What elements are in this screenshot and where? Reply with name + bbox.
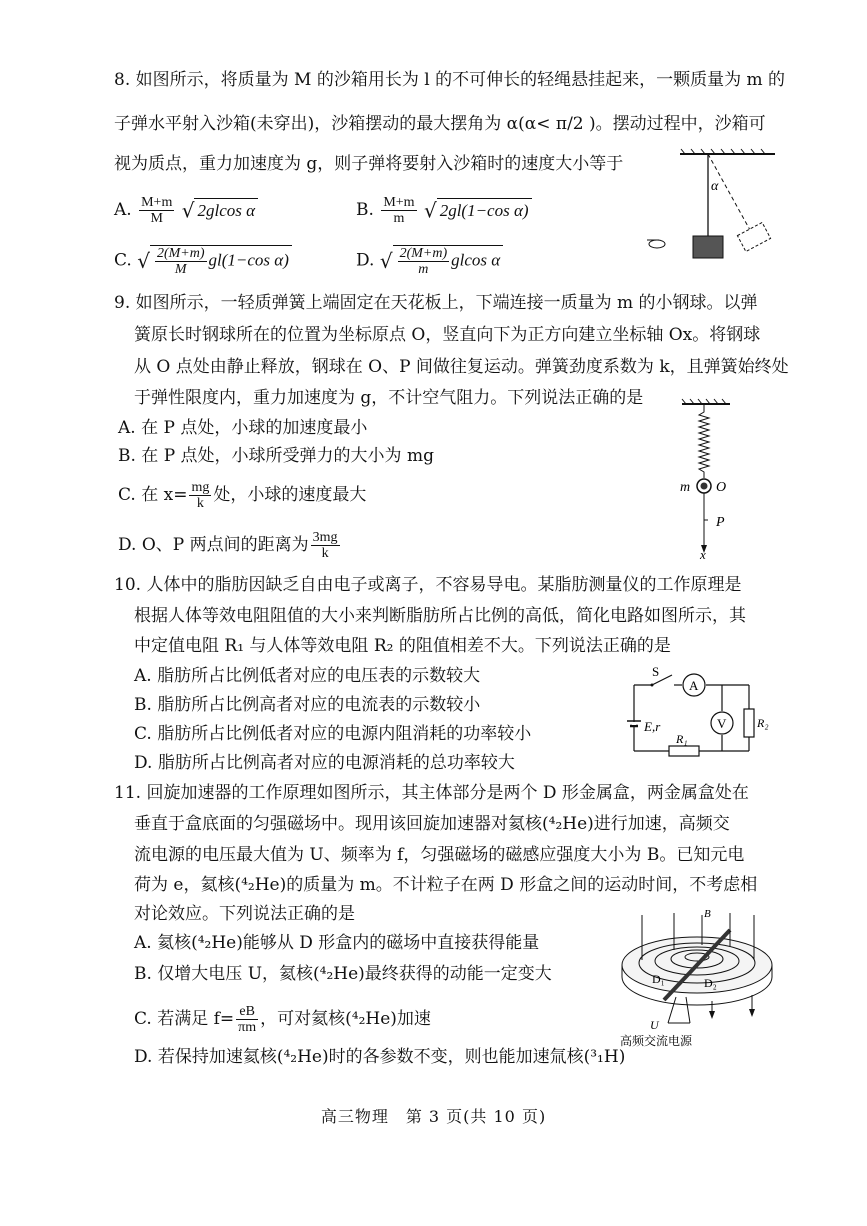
q8-option-d: D. √ $\frac{2(M+m)}{m}$ glcos α (356, 245, 503, 277)
q9-m-label: m (680, 480, 691, 495)
q8-option-d-label: D. (356, 250, 375, 271)
q10-option-c: C. 脂肪所占比例低者对应的电源内阻消耗的功率较小 (134, 724, 532, 744)
q8-alpha-label: α (711, 179, 719, 194)
q11-cyclotron-figure (612, 905, 782, 1050)
q11-d2-label: D₂ (704, 976, 717, 990)
q9-option-c-post: 处，小球的速度最大 (213, 485, 367, 505)
q10-line-1: 10. 人体中的脂肪因缺乏自由电子或离子，不容易导电。某脂肪测量仪的工作原理是 (114, 575, 742, 595)
q10-line-2: 根据人体等效电阻阻值的大小来判断脂肪所占比例的高低，简化电路如图所示，其 (134, 606, 746, 626)
q9-option-d: D. O、P 两点间的距离为 $\frac{3mg}{k}$ (118, 530, 338, 561)
q8-option-a-label: A. (114, 200, 132, 220)
q11-b-label: B (704, 908, 711, 920)
q11-line-3: 流电源的电压最大值为 U、频率为 f，匀强磁场的磁感应强度大小为 B。已知元电 (134, 845, 745, 865)
q9-option-c: C. 在 x= $\frac{mg}{k}$ 处，小球的速度最大 (118, 480, 367, 511)
q8-option-b-frac: $\frac{M+m}{m}$ (383, 195, 415, 226)
q11-option-c: C. 若满足 f= $\frac{eB}{\pi m}$ ，可对氦核(⁴₂He)加速 (134, 1004, 431, 1035)
q11-d1-label: D₁ (652, 972, 665, 986)
q8-line-3: 视为质点，重力加速度为 g，则子弹将要射入沙箱时的速度大小等于 (114, 154, 624, 174)
bullet-icon (647, 240, 665, 248)
q10-option-a: A. 脂肪所占比例低者对应的电压表的示数较大 (134, 666, 481, 686)
q11-option-b: B. 仅增大电压 U，氦核(⁴₂He)最终获得的动能一定变大 (134, 964, 552, 984)
q11-u-label: U (650, 1018, 659, 1032)
q9-option-d-pre: D. O、P 两点间的距离为 (118, 535, 309, 555)
q11-option-d: D. 若保持加速氦核(⁴₂He)时的各参数不变，则也能加速氚核(³₁H) (134, 1047, 626, 1067)
q10-voltmeter-label: V (717, 716, 727, 731)
q11-line-2: 垂直于盒底面的匀强磁场中。现用该回旋加速器对氦核(⁴₂He)进行加速，高频交 (134, 814, 730, 834)
q9-option-a: A. 在 P 点处，小球的加速度最小 (118, 418, 368, 438)
q11-option-c-post: ，可对氦核(⁴₂He)加速 (260, 1009, 431, 1029)
q9-spring-figure (670, 398, 750, 560)
q11-option-c-pre: C. 若满足 f= (134, 1009, 235, 1029)
q10-line-3: 中定值电阻 R₁ 与人体等效电阻 R₂ 的阻值相差不大。下列说法正确的是 (134, 636, 671, 656)
q9-line-1: 9. 如图所示，一轻质弹簧上端固定在天花板上，下端连接一质量为 m 的小钢球。以弹 (114, 293, 758, 313)
q9-x-label: x (700, 547, 706, 560)
q11-line-1: 11. 回旋加速器的工作原理如图所示，其主体部分是两个 D 形金属盒，两金属盒处在 (114, 783, 749, 803)
q8-option-b: B. $\frac{M+m}{m}$ √ 2gl(1−cos α) (356, 195, 532, 226)
page-footer: 高三物理 第 3 页(共 10 页) (320, 1107, 547, 1126)
q9-line-3: 从 O 点处由静止释放，钢球在 O、P 间做往复运动。弹簧劲度系数为 k，且弹簧始终处 (134, 357, 789, 377)
q8-line-1: 8. 如图所示，将质量为 M 的沙箱用长为 l 的不可伸长的轻绳悬挂起来，一颗质量为 m 的 (114, 70, 786, 90)
q10-emf-label: E,r (644, 719, 661, 734)
q8-pendulum-figure (645, 148, 790, 273)
q11-line-5: 对论效应。下列说法正确的是 (134, 904, 355, 924)
q11-option-a: A. 氦核(⁴₂He)能够从 D 形盒内的磁场中直接获得能量 (134, 933, 540, 953)
q8-option-c: C. √ $\frac{2(M+m)}{M}$ gl(1−cos α) (114, 245, 292, 277)
q11-caption: 高频交流电源 (620, 1034, 693, 1048)
q10-r1-label: R₁ (676, 732, 688, 746)
q9-o-label: O (716, 480, 727, 495)
q9-p-label: P (716, 515, 725, 530)
q11-line-4: 荷为 e，氦核(⁴₂He)的质量为 m。不计粒子在两 D 形盒之间的运动时间，不考虑相 (134, 875, 758, 895)
q8-line-2: 子弹水平射入沙箱(未穿出)，沙箱摆动的最大摆角为 α(α< π/2 )。摆动过程中，沙箱可 (114, 114, 766, 134)
q10-option-d: D. 脂肪所占比例高者对应的电源消耗的总功率较大 (134, 753, 515, 773)
q8-option-a: A. $\frac{M+m}{M}$ √ 2glcos α (114, 195, 258, 226)
q8-option-a-frac: $\frac{M+m}{M}$ (141, 195, 173, 226)
q10-r2-label: R₂ (757, 716, 769, 730)
q8-option-b-label: B. (356, 200, 374, 220)
q10-circuit-diagram (624, 663, 784, 768)
q9-option-b: B. 在 P 点处，小球所受弹力的大小为 mg (118, 446, 434, 466)
q10-option-b: B. 脂肪所占比例高者对应的电流表的示数较小 (134, 695, 481, 715)
q9-option-c-pre: C. 在 x= (118, 485, 188, 505)
q9-line-2: 簧原长时钢球所在的位置为坐标原点 O，竖直向下为正方向建立坐标轴 Ox。将钢球 (134, 325, 761, 345)
q10-ammeter-label: A (689, 678, 699, 693)
q10-switch-label: S (652, 664, 660, 679)
q9-line-4: 于弹性限度内，重力加速度为 g，不计空气阻力。下列说法正确的是 (134, 388, 644, 408)
q8-option-c-label: C. (114, 250, 132, 271)
